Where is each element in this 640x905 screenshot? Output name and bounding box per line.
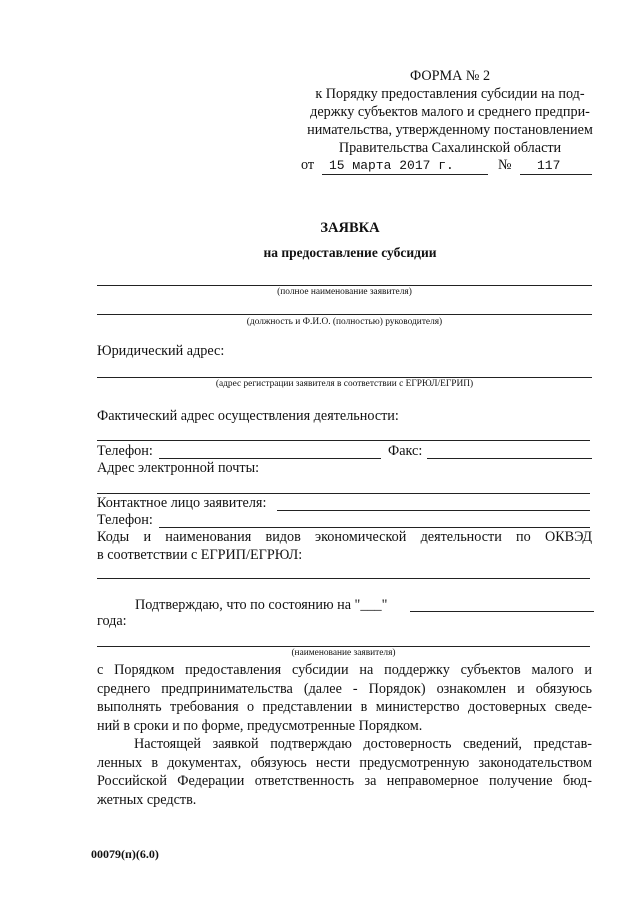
date-underline — [322, 174, 488, 175]
paragraph-2-line: ленных в документах, обязуюсь нести предусмотренную законодательством — [97, 754, 592, 771]
header-line-1: к Порядку предоставления субсидии на под- — [315, 86, 585, 102]
paragraph-1-line: среднего предпринимательства (далее - Порядок) ознакомлен и обязуюсь — [97, 680, 592, 697]
header-line-4: Правительства Сахалинской области — [338, 140, 562, 156]
phone-line — [159, 458, 381, 459]
confirm-name-line — [97, 646, 590, 647]
phone2-line — [159, 527, 590, 528]
form-title: ФОРМА № 2 — [409, 68, 491, 84]
footer-code: 00079(п)(6.0) — [91, 847, 159, 861]
date-prefix: от — [301, 157, 315, 173]
confirm-name-caption: (наименование заявителя) — [291, 648, 396, 658]
header-line-3: нимательства, утвержденному постановлением — [307, 122, 593, 138]
applicant-name-caption: (полное наименование заявителя) — [277, 287, 412, 297]
document-subtitle: на предоставление субсидии — [263, 245, 437, 260]
number-value: 117 — [537, 158, 561, 173]
paragraph-2-line: жетных средств. — [97, 791, 197, 808]
okved-line-1: Коды и наименования видов экономической деятельности по ОКВЭД — [97, 529, 592, 545]
paragraph-1-line: ний в сроки и по форме, предусмотренные Порядком. — [97, 717, 423, 734]
okved-line — [97, 578, 590, 579]
head-line — [97, 314, 592, 315]
header-line-2: держку субъектов малого и среднего предпри- — [310, 104, 590, 120]
contact-line — [277, 510, 590, 511]
phone2-label: Телефон: — [97, 512, 153, 528]
paragraph-1-line: с Порядком предоставления субсидии на поддержку субъектов малого и — [97, 662, 592, 678]
phone-label: Телефон: — [97, 443, 153, 459]
number-underline — [520, 174, 592, 175]
paragraph-2-line: Российской Федерации ответственность за неправомерное получение бюд- — [97, 773, 592, 789]
number-sign: № — [498, 157, 512, 173]
contact-label: Контактное лицо заявителя: — [97, 495, 267, 511]
paragraph-1-line: выполнять требования о представлении в министерство достоверных сведе- — [97, 699, 592, 715]
confirm-line-2: года: — [97, 613, 127, 629]
confirm-line-1: Подтверждаю, что по состоянию на "___" — [135, 597, 388, 613]
paragraph-2-line: Настоящей заявкой подтверждаю достоверность сведений, представ- — [134, 736, 592, 752]
okved-line-2: в соответствии с ЕГРИП/ЕГРЮЛ: — [97, 547, 303, 563]
legal-address-line — [97, 377, 592, 378]
email-line — [97, 493, 590, 494]
email-label: Адрес электронной почты: — [97, 460, 260, 476]
legal-address-label: Юридический адрес: — [97, 343, 225, 359]
legal-address-caption: (адрес регистрации заявителя в соответствии с ЕГРЮЛ/ЕГРИП) — [215, 379, 474, 389]
document-title: ЗАЯВКА — [320, 220, 380, 236]
applicant-name-line — [97, 285, 592, 286]
fax-line — [427, 458, 592, 459]
confirm-date-line — [410, 611, 594, 612]
paragraph-2 — [97, 735, 592, 809]
actual-address-line — [97, 440, 590, 441]
head-caption: (должность и Ф.И.О. (полностью) руководителя) — [246, 317, 443, 327]
date-value: 15 марта 2017 г. — [329, 158, 454, 173]
paragraph-1 — [97, 661, 592, 735]
fax-label: Факс: — [388, 443, 423, 459]
actual-address-label: Фактический адрес осуществления деятельности: — [97, 408, 399, 424]
